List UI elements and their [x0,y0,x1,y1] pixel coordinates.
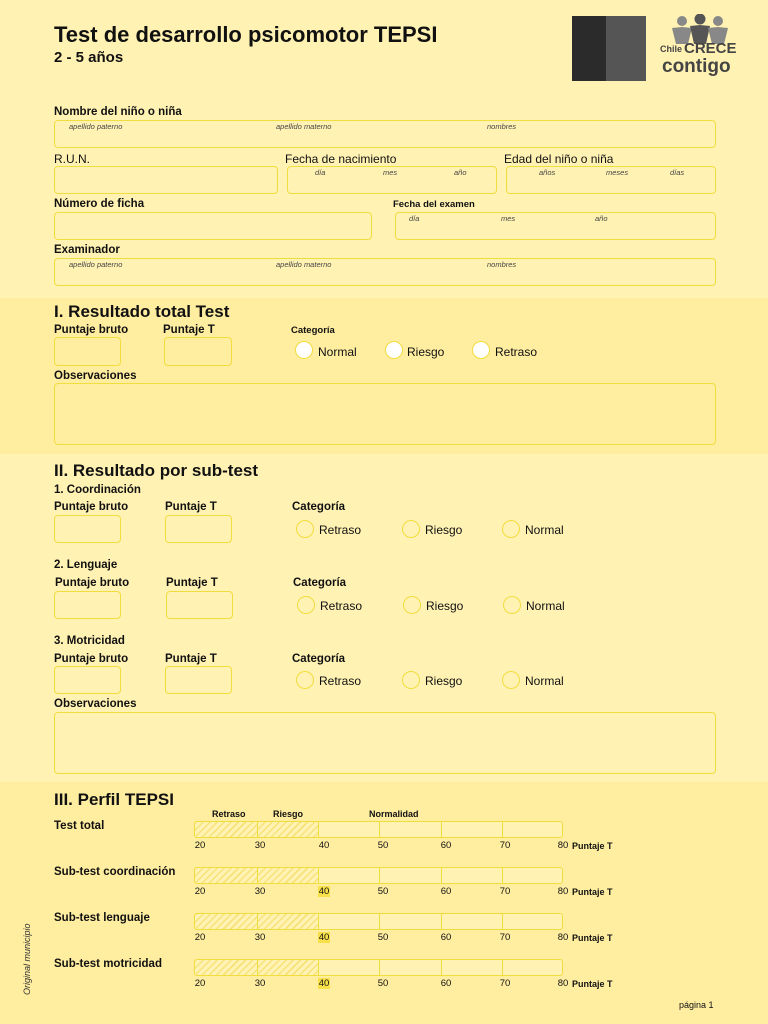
bar-divider [257,868,258,883]
bar-divider [257,960,258,975]
motor-delay-label: Retraso [319,674,362,688]
hint-month: mes [383,168,398,177]
lang-normal-label: Normal [526,599,565,613]
tick-label: 30 [254,840,266,851]
tick-label: 50 [377,886,389,897]
tick-label: 60 [440,886,452,897]
motor-t-field[interactable] [165,666,232,694]
run-field[interactable] [54,166,278,194]
profile-bar[interactable] [194,959,563,976]
lang-risk-radio[interactable] [403,596,421,614]
bar-divider [441,960,442,975]
bar-divider [379,914,380,929]
age-field[interactable] [506,166,716,194]
tick-label: 40 [318,840,330,851]
tick-label: 60 [440,840,452,851]
bar-divider [379,868,380,883]
lang-t-label: Puntaje T [166,577,218,589]
tick-label: 50 [377,978,389,989]
risk-zone [257,960,318,975]
subtest-observations-field[interactable] [54,712,716,774]
bar-divider [502,868,503,883]
motor-title: 3. Motricidad [54,635,125,647]
tick-label: 60 [440,978,452,989]
lang-delay-label: Retraso [320,599,363,613]
total-delay-label: Retraso [495,345,538,359]
bar-divider [257,914,258,929]
section3-title: III. Perfil TEPSI [54,790,174,809]
total-delay-radio[interactable] [472,341,490,359]
hint-names: nombres [487,122,517,131]
tick-label: 70 [499,932,511,943]
tick-label: 40 [318,932,330,943]
hint-year: año [454,168,467,177]
birth-date-field[interactable] [287,166,497,194]
tick-label: 80 [557,886,569,897]
hint-examiner-maternal: apellido materno [276,260,332,269]
coord-normal-label: Normal [525,523,564,537]
delay-zone [195,960,257,975]
profile-bar[interactable] [194,821,563,838]
side-note: Original municipio [22,923,32,995]
logo-contigo-text: contigo [662,56,731,77]
page-number: página 1 [679,1000,714,1010]
bar-divider [441,822,442,837]
profile-row-label: Sub-test coordinación [54,866,176,878]
examiner-label: Examinador [54,244,120,256]
subtest-observations-label: Observaciones [54,698,137,710]
motor-risk-label: Riesgo [425,674,463,688]
hint-days: días [670,168,685,177]
profile-row-label: Sub-test lenguaje [54,912,150,924]
lang-risk-label: Riesgo [426,599,464,613]
total-raw-field[interactable] [54,337,121,366]
motor-raw-label: Puntaje bruto [54,653,129,665]
lang-title: 2. Lenguaje [54,559,118,571]
tick-label: 60 [440,932,452,943]
coord-t-field[interactable] [165,515,232,543]
delay-zone [195,822,257,837]
bar-divider [441,914,442,929]
motor-risk-radio[interactable] [402,671,420,689]
tick-label: 80 [557,932,569,943]
delay-zone [195,868,257,883]
unit-label: Puntaje T [572,887,613,897]
run-label: R.U.N. [54,152,90,166]
exam-date-field[interactable] [395,212,716,240]
total-normal-label: Normal [318,345,357,359]
tick-label: 20 [194,932,206,943]
tick-label: 50 [377,840,389,851]
bar-divider [502,822,503,837]
motor-normal-label: Normal [525,674,564,688]
exam-date-label: Fecha del examen [393,199,475,210]
name-field[interactable] [54,120,716,148]
bar-divider [318,822,319,837]
coord-t-label: Puntaje T [165,501,217,513]
total-observations-label: Observaciones [54,370,137,382]
tick-label: 70 [499,978,511,989]
lang-t-field[interactable] [166,591,233,619]
profile-row-label: Test total [54,820,105,832]
bar-divider [441,868,442,883]
hint-paternal: apellido paterno [69,122,123,131]
coord-delay-label: Retraso [319,523,362,537]
examiner-field[interactable] [54,258,716,286]
tick-label: 20 [194,840,206,851]
unit-label: Puntaje T [572,841,613,851]
tick-label: 30 [254,886,266,897]
name-label: Nombre del niño o niña [54,106,182,118]
profile-bar[interactable] [194,867,563,884]
profile-row-label: Sub-test motricidad [54,958,162,970]
tick-label: 30 [254,932,266,943]
total-observations-field[interactable] [54,383,716,445]
bar-divider [379,960,380,975]
bar-divider [257,822,258,837]
bar-divider [502,914,503,929]
coord-raw-field[interactable] [54,515,121,543]
motor-t-label: Puntaje T [165,653,217,665]
tick-label: 30 [254,978,266,989]
bar-divider [318,868,319,883]
zone-risk-label: Riesgo [273,809,304,819]
logo-crece-text: CRECE [684,40,737,57]
unit-label: Puntaje T [572,933,613,943]
coord-risk-label: Riesgo [425,523,463,537]
motor-normal-radio[interactable] [502,671,520,689]
bar-divider [318,914,319,929]
lang-delay-radio[interactable] [297,596,315,614]
file-number-field[interactable] [54,212,372,240]
motor-raw-field[interactable] [54,666,121,694]
profile-bar[interactable] [194,913,563,930]
tick-label: 80 [557,978,569,989]
risk-zone [257,914,318,929]
tick-label: 70 [499,886,511,897]
coord-delay-radio[interactable] [296,520,314,538]
bar-divider [502,960,503,975]
total-risk-radio[interactable] [385,341,403,359]
lang-raw-field[interactable] [54,591,121,619]
lang-normal-radio[interactable] [503,596,521,614]
delay-zone [195,914,257,929]
crece-contigo-logo [660,14,740,82]
hint-maternal: apellido materno [276,122,332,131]
total-t-label: Puntaje T [163,324,215,336]
coord-category-label: Categoría [292,501,346,513]
total-risk-label: Riesgo [407,345,445,359]
section1-title: I. Resultado total Test [54,302,230,321]
hint-months: meses [606,168,629,177]
tick-label: 70 [499,840,511,851]
hint-examiner-names: nombres [487,260,517,269]
coord-raw-label: Puntaje bruto [54,501,129,513]
age-label: Edad del niño o niña [504,152,614,166]
tick-label: 20 [194,978,206,989]
section2-title: II. Resultado por sub-test [54,461,259,480]
motor-category-label: Categoría [292,653,346,665]
total-normal-radio[interactable] [295,341,313,359]
logo-chile-text: Chile [660,44,683,54]
tick-label: 50 [377,932,389,943]
total-t-field[interactable] [164,337,232,366]
bar-divider [379,822,380,837]
hint-day: día [315,168,326,177]
tick-label: 80 [557,840,569,851]
total-category-label: Categoría [291,325,335,336]
risk-zone [257,868,318,883]
hint-exam-year: año [595,214,608,223]
file-number-label: Número de ficha [54,198,145,210]
hint-examiner-paternal: apellido paterno [69,260,123,269]
zone-delay-label: Retraso [212,809,246,819]
coord-normal-radio[interactable] [502,520,520,538]
hint-exam-month: mes [501,214,516,223]
zone-normal-label: Normalidad [369,809,419,819]
tick-label: 40 [318,886,330,897]
birth-date-label: Fecha de nacimiento [285,152,397,166]
page-title: Test de desarrollo psicomotor TEPSI [54,22,438,47]
coord-title: 1. Coordinación [54,484,141,496]
coord-risk-radio[interactable] [402,520,420,538]
motor-delay-radio[interactable] [296,671,314,689]
tick-label: 40 [318,978,330,989]
lang-raw-label: Puntaje bruto [55,577,130,589]
hint-exam-day: día [409,214,420,223]
hint-years: años [539,168,556,177]
page-subtitle: 2 - 5 años [54,49,124,66]
bar-divider [318,960,319,975]
unit-label: Puntaje T [572,979,613,989]
lang-category-label: Categoría [293,577,347,589]
tick-label: 20 [194,886,206,897]
risk-zone [257,822,318,837]
total-raw-label: Puntaje bruto [54,324,129,336]
